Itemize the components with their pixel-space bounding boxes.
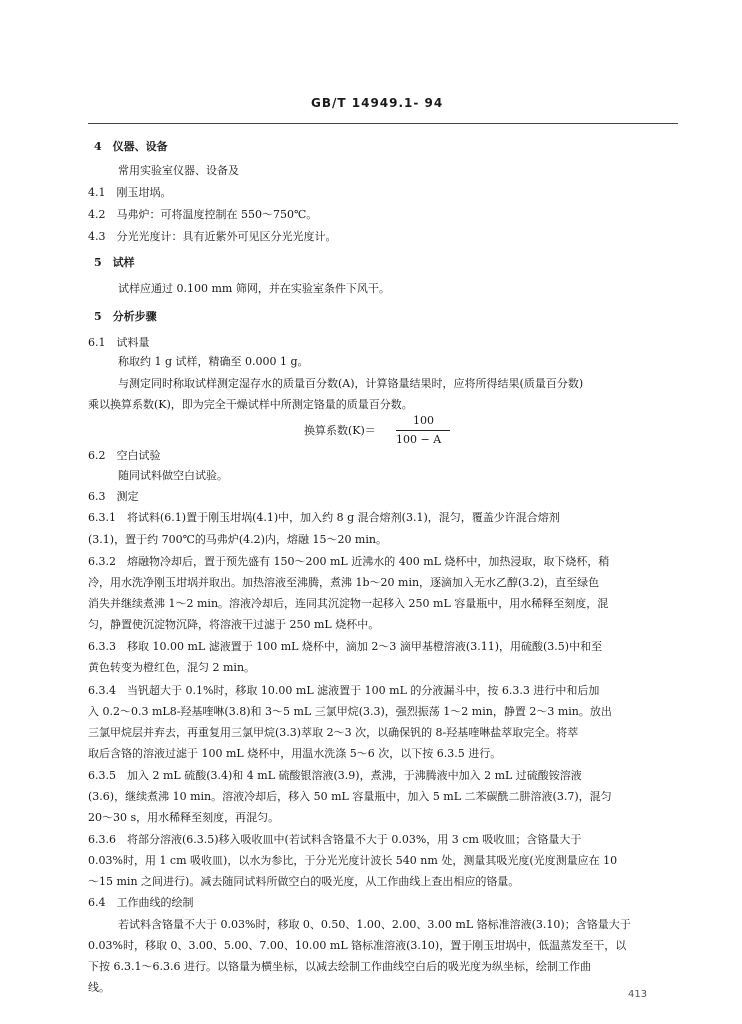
item-4-3: 4.3 分光光度计：具有近紫外可见区分光光度计。 (88, 230, 337, 243)
formula-denominator: 100 − A (396, 433, 442, 446)
subsection-6-4-title: 6.4 工作曲线的绘制 (88, 896, 194, 909)
paragraph-line: 6.3.5 加入 2 mL 硫酸(3.4)和 4 mL 硫酸银溶液(3.9)，煮沸，于沸腾液中加入 2 mL 过硫酸铵溶液 (88, 769, 582, 782)
formula-fraction (393, 414, 453, 448)
section-5-body: 试样应通过 0.100 mm 筛网，并在实验室条件下风干。 (118, 282, 390, 295)
paragraph-line: 6.3.4 当钒超大于 0.1%时，移取 10.00 mL 滤液置于 100 mL 的分液漏斗中，按 6.3.3 进行中和后加 (88, 684, 600, 697)
paragraph-line: 取后含铬的溶液过滤于 100 mL 烧杯中，用温水洗涤 5～6 次，以下按 6.3.5 进行。 (88, 747, 502, 760)
paragraph-line: 6.3.2 熔融物冷却后，置于预先盛有 150～200 mL 近沸水的 400 mL 烧杯中，加热浸取，取下烧杯，稍 (88, 555, 610, 568)
paragraph-line: 若试料含铬量不大于 0.03%时，移取 0、0.50、1.00、2.00、3.00 mL 铬标准溶液(3.10)；含铬量大于 (118, 918, 631, 931)
paragraph-line: 黄色转变为橙红色，混匀 2 min。 (88, 661, 256, 674)
paragraph-line: 0.03%时，用 1 cm 吸收皿)，以水为参比，于分光光度计波长 540 nm 处，测量其吸光度(光度测量应在 10 (88, 854, 618, 867)
paragraph-line: 三氯甲烷层并弃去，再重复用三氯甲烷(3.3)萃取 2～3 次，以确保钒的 8-羟基喹啉盐萃取完全。将萃 (88, 726, 579, 739)
section-4-intro: 常用实验室仪器、设备及 (118, 164, 239, 177)
item-4-2: 4.2 马弗炉：可将温度控制在 550～750℃。 (88, 208, 318, 221)
paragraph-line: 0.03%时，移取 0、3.00、5.00、7.00、10.00 mL 铬标准溶液(3.10)，置于刚玉坩埚中，低温蒸发至干，以 (88, 939, 627, 952)
paragraph-line: 6.3.3 移取 10.00 mL 滤液置于 100 mL 烧杯中，滴加 2～3 滴甲基橙溶液(3.11)，用硫酸(3.5)中和至 (88, 640, 603, 653)
paragraph-line: 冷，用水洗净刚玉坩埚并取出。加热溶液至沸腾，煮沸 1b～20 min，逐滴加入无水乙醇(3.2)，直至绿色 (88, 576, 600, 589)
paragraph-line: 20～30 s，用水稀释至刻度，再混匀。 (88, 811, 280, 824)
paragraph-line: 消失并继续煮沸 1～2 min。溶液冷却后，连同其沉淀物一起移入 250 mL 容量瓶中，用水稀释至刻度，混 (88, 597, 609, 610)
page-number: 413 (628, 989, 648, 1000)
standard-number: GB/T 14949.1- 94 (311, 96, 444, 110)
paragraph-line: 与测定同时称取试样测定湿存水的质量百分数(A)，计算铬量结果时，应将所得结果(质量百分数) (118, 377, 584, 390)
paragraph-line: 线。 (88, 981, 110, 994)
fraction-bar (396, 430, 450, 431)
formula-numerator: 100 (413, 414, 434, 427)
subsection-6-2-body: 随同试料做空白试验。 (118, 469, 228, 482)
paragraph-line: 匀，静置使沉淀物沉降，将溶液干过滤于 250 mL 烧杯中。 (88, 618, 380, 631)
paragraph-line: 下按 6.3.1～6.3.6 进行。以铬量为横坐标，以减去绘制工作曲线空白后的吸光度为纵坐标，绘制工作曲 (88, 960, 591, 973)
section-5-title: 5 试样 (94, 256, 135, 269)
paragraph-line: 入 0.2～0.3 mL8-羟基喹啉(3.8)和 3～5 mL 三氯甲烷(3.3)，强烈振荡 1～2 min，静置 2～3 min。放出 (88, 705, 612, 718)
subsection-6-3-title: 6.3 测定 (88, 490, 139, 503)
paragraph-line: 6.3.1 将试料(6.1)置于刚玉坩埚(4.1)中，加入约 8 g 混合熔剂(3.1)，混匀，覆盖少许混合熔剂 (88, 511, 560, 524)
paragraph-line: 乘以换算系数(K)，即为完全干燥试样中所测定铬量的质量百分数。 (88, 398, 413, 411)
section-4-title: 4 仪器、设备 (94, 140, 168, 153)
paragraph-line: (3.6)，继续煮沸 10 min。溶液冷却后，移入 50 mL 容量瓶中，加入 5 mL 二苯碳酰二肼溶液(3.7)，混匀 (88, 790, 612, 803)
paragraph-line: 称取约 1 g 试样，精确至 0.000 1 g。 (118, 355, 309, 368)
section-6-title: 5 分析步骤 (94, 310, 157, 323)
subsection-6-1-title: 6.1 试料量 (88, 336, 150, 349)
formula-lhs: 换算系数(K)＝ (304, 424, 376, 437)
paragraph-line: (3.1)，置于约 700℃的马弗炉(4.2)内，熔融 15～20 min。 (88, 533, 387, 546)
paragraph-line: ～15 min 之间进行)。减去随同试料所做空白的吸光度，从工作曲线上查出相应的铬量。 (88, 875, 520, 888)
paragraph-line: 6.3.6 将部分溶液(6.3.5)移入吸收皿中(若试料含铬量不大于 0.03%，用 3 cm 吸收皿；含铬量大于 (88, 833, 582, 846)
subsection-6-2-title: 6.2 空白试验 (88, 449, 161, 462)
header-rule (88, 123, 678, 124)
item-4-1: 4.1 刚玉坩埚。 (88, 186, 172, 199)
